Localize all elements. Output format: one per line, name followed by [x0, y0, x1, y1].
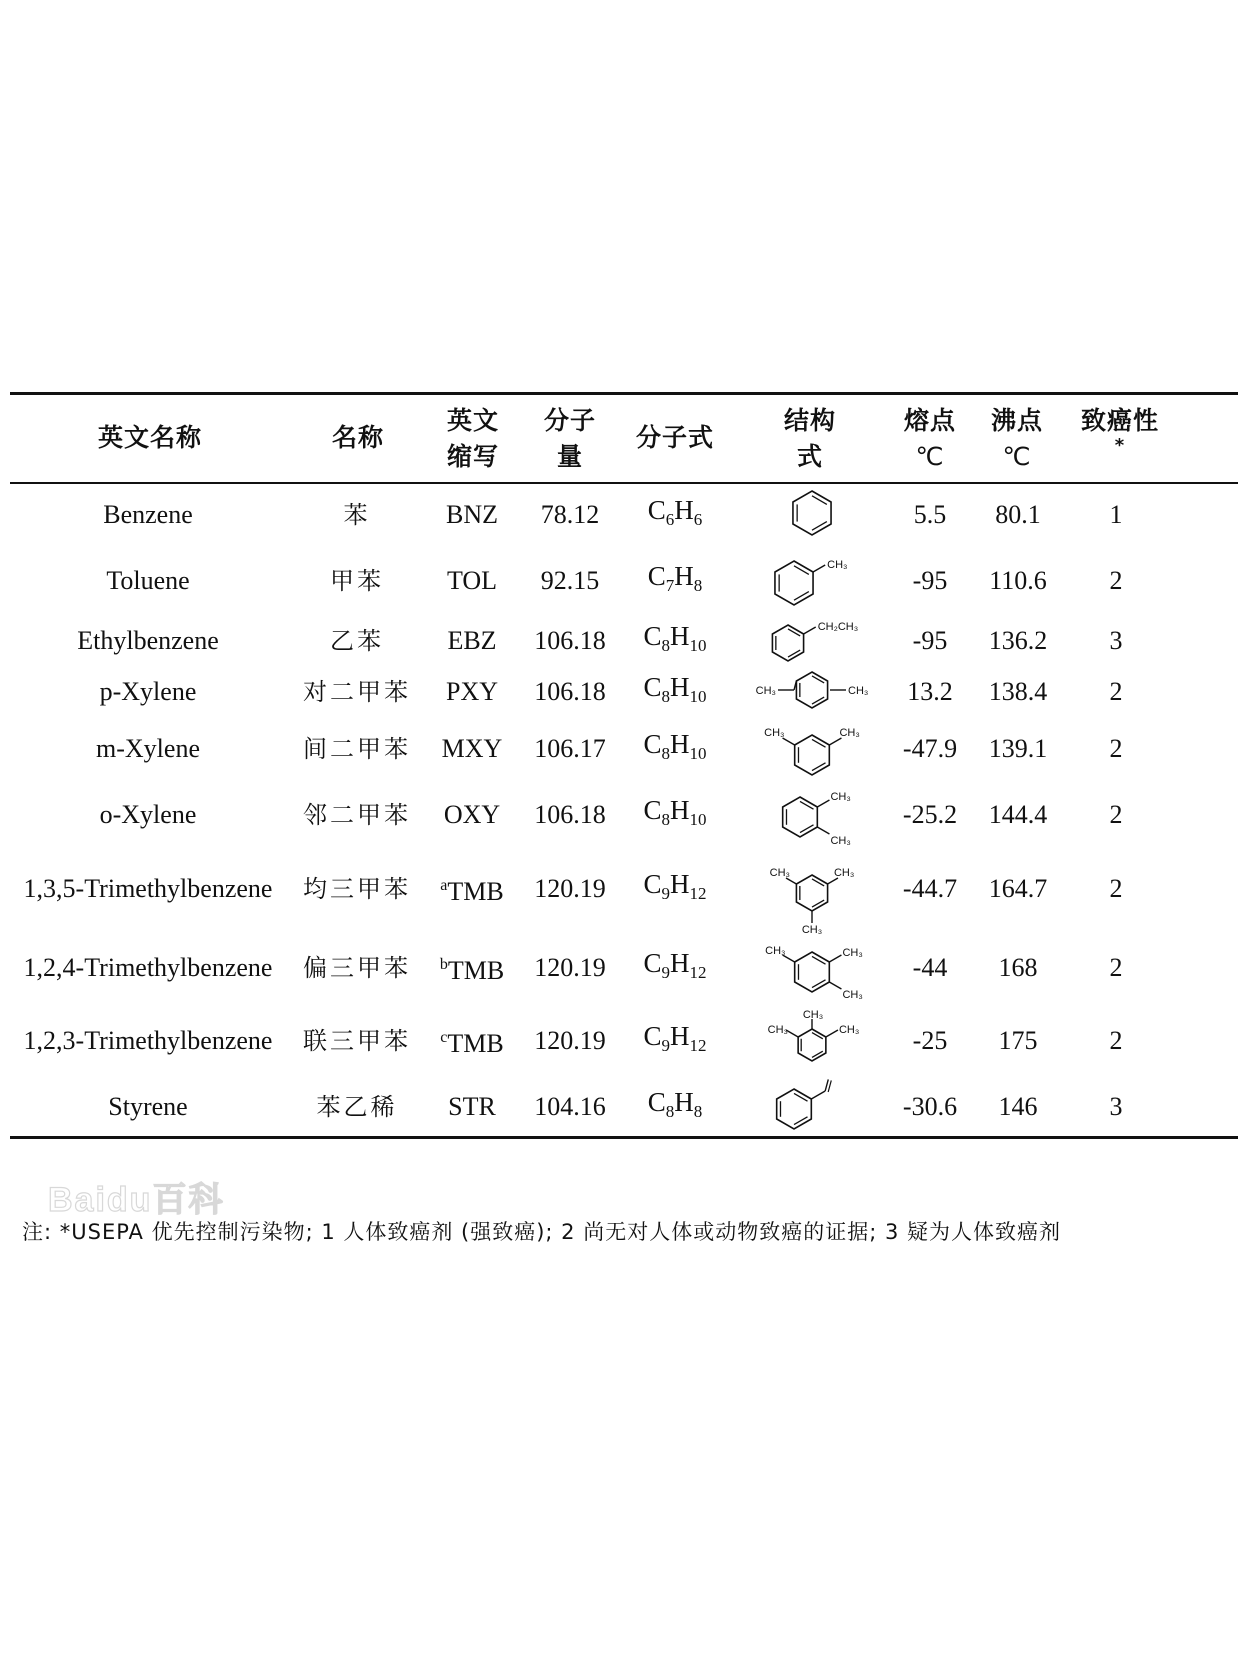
- abbr-cell: [440, 950, 504, 986]
- bp-cell: 139.1: [988, 734, 1048, 763]
- abbr-superscript: a: [440, 877, 448, 895]
- mp-cell: -47.9: [902, 734, 958, 763]
- mp-cell: 13.2: [907, 677, 953, 706]
- bp-cell: 80.1: [995, 500, 1041, 529]
- header-carc-line2: *: [1114, 435, 1126, 456]
- formula-subscript: 10: [689, 636, 707, 656]
- abbr-cell: [448, 1092, 496, 1122]
- formula-element: H: [670, 947, 690, 978]
- formula-subscript: 8: [665, 1102, 675, 1122]
- formula-subscript: 10: [689, 810, 707, 830]
- formula-element: H: [674, 1086, 694, 1117]
- styrene-structure-icon: [752, 1075, 872, 1139]
- formula-element: C: [643, 794, 662, 825]
- o-xylene-structure-icon: [752, 783, 872, 847]
- header-abbr-line2: 缩写: [446, 442, 499, 471]
- svg-text:CH₃: CH₃: [827, 559, 848, 571]
- chinese-cell: 对二甲苯: [303, 678, 411, 706]
- svg-text:CH₃: CH₃: [767, 1024, 789, 1036]
- table-header-rule: [10, 482, 1238, 484]
- svg-text:CH₃: CH₃: [842, 989, 863, 1001]
- formula-subscript: 9: [661, 884, 671, 904]
- formula-element: C: [647, 494, 666, 525]
- bp-cell: 146: [998, 1092, 1038, 1121]
- 135-trimethylbenzene-structure-icon: [752, 857, 872, 936]
- bp-cell: 164.7: [988, 874, 1048, 903]
- svg-text:CH₃: CH₃: [765, 945, 786, 957]
- english-cell: Toluene: [106, 566, 190, 595]
- formula-element: C: [643, 728, 662, 759]
- formula-element: H: [674, 494, 694, 525]
- english-cell: 1,2,3-Trimethylbenzene: [23, 1026, 273, 1055]
- mw-cell: 78.12: [540, 500, 600, 529]
- english-cell: Styrene: [108, 1092, 188, 1121]
- bp-cell: 144.4: [988, 800, 1048, 829]
- mw-cell: 106.17: [534, 734, 606, 763]
- abbr-cell: [442, 734, 503, 764]
- chinese-cell: 联三甲苯: [303, 1027, 411, 1055]
- carc-cell: 1: [1109, 500, 1123, 529]
- abbr-superscript: b: [439, 956, 448, 974]
- abbr-cell: [446, 677, 498, 707]
- footnote: 注: *USEPA 优先控制污染物; 1 人体致癌剂 (强致癌); 2 尚无对人体或动物致癌的证据; 3 疑为人体致癌剂: [22, 1220, 1061, 1244]
- chinese-cell: 间二甲苯: [303, 735, 411, 763]
- english-cell: o-Xylene: [99, 800, 197, 829]
- header-formula: 分子式: [635, 423, 714, 452]
- formula-cell: [648, 1087, 703, 1127]
- formula-element: H: [670, 794, 690, 825]
- bp-cell: 110.6: [989, 566, 1047, 595]
- abbr-text: BNZ: [446, 500, 498, 529]
- svg-text:CH₂CH₃: CH₂CH₃: [817, 621, 859, 633]
- header-english-name: 英文名称: [97, 423, 202, 452]
- mp-cell: -95: [912, 626, 948, 655]
- chinese-cell: 偏三甲苯: [303, 954, 411, 982]
- svg-text:CH₃: CH₃: [830, 835, 851, 847]
- english-cell: m-Xylene: [96, 734, 200, 763]
- mp-cell: 5.5: [913, 500, 947, 529]
- svg-text:CH₃: CH₃: [848, 685, 869, 697]
- header-mw-line1: 分子: [543, 406, 596, 435]
- formula-subscript: 7: [665, 576, 675, 596]
- formula-subscript: 8: [661, 744, 671, 764]
- benzene-structure-icon: [752, 483, 872, 547]
- chinese-cell: 苯: [343, 501, 371, 529]
- chinese-cell: 乙苯: [330, 627, 384, 655]
- formula-element: C: [643, 1020, 662, 1051]
- formula-element: H: [670, 728, 690, 759]
- header-abbr-line1: 英文: [446, 406, 499, 435]
- mw-cell: 120.19: [534, 953, 606, 982]
- carc-cell: 2: [1109, 953, 1123, 982]
- formula-cell: [643, 621, 706, 661]
- english-cell: 1,3,5-Trimethylbenzene: [23, 874, 273, 903]
- carc-cell: 2: [1109, 677, 1123, 706]
- bp-cell: 138.4: [988, 677, 1048, 706]
- english-cell: Benzene: [103, 500, 193, 529]
- chinese-cell: 甲苯: [330, 567, 384, 595]
- formula-subscript: 8: [661, 687, 671, 707]
- svg-text:CH₃: CH₃: [801, 924, 823, 936]
- header-structure: [770, 403, 850, 475]
- mw-cell: 92.15: [540, 566, 600, 595]
- table-top-rule: [10, 392, 1238, 395]
- formula-cell: [643, 795, 706, 835]
- bp-cell: 175: [998, 1026, 1038, 1055]
- formula-subscript: 8: [693, 1102, 703, 1122]
- svg-text:CH₃: CH₃: [830, 791, 851, 803]
- abbr-cell: [447, 566, 497, 596]
- formula-cell: [643, 729, 706, 769]
- abbr-cell: [446, 500, 498, 530]
- formula-subscript: 6: [665, 510, 675, 530]
- 124-trimethylbenzene-structure-icon: [752, 936, 872, 1000]
- formula-subscript: 10: [689, 687, 707, 707]
- formula-subscript: 8: [693, 576, 703, 596]
- mw-cell: 106.18: [534, 677, 606, 706]
- header-bp-line1: 沸点: [990, 406, 1043, 435]
- abbr-text: TOL: [446, 566, 498, 595]
- formula-element: H: [670, 620, 690, 651]
- carc-cell: 2: [1109, 566, 1123, 595]
- mp-cell: -25: [912, 1026, 948, 1055]
- carc-cell: 3: [1109, 626, 1123, 655]
- formula-element: H: [670, 868, 690, 899]
- formula-subscript: 6: [693, 510, 703, 530]
- formula-subscript: 9: [661, 963, 671, 983]
- svg-text:CH₃: CH₃: [839, 727, 860, 739]
- formula-cell: [648, 495, 703, 535]
- mp-cell: -95: [912, 566, 948, 595]
- svg-text:CH₃: CH₃: [769, 867, 791, 879]
- bp-cell: 168: [998, 953, 1038, 982]
- carc-cell: 2: [1109, 874, 1123, 903]
- header-carcinogenicity: [1060, 403, 1180, 456]
- abbr-cell: [447, 626, 496, 656]
- toluene-structure-icon: [752, 549, 872, 613]
- svg-text:CH₃: CH₃: [842, 947, 863, 959]
- formula-subscript: 12: [689, 963, 707, 983]
- mw-cell: 106.18: [534, 800, 606, 829]
- abbr-cell: [440, 1023, 503, 1059]
- svg-text:CH₃: CH₃: [802, 1009, 824, 1021]
- header-abbr: [433, 403, 513, 475]
- chinese-cell: 邻二甲苯: [303, 801, 411, 829]
- formula-subscript: 12: [689, 884, 707, 904]
- header-carc-line1: 致癌性: [1080, 406, 1159, 435]
- p-xylene-structure-icon: [752, 660, 872, 724]
- mp-cell: -30.6: [902, 1092, 958, 1121]
- abbr-text: OXY: [443, 800, 501, 829]
- abbr-text: STR: [448, 1092, 496, 1121]
- carc-cell: 2: [1109, 800, 1123, 829]
- english-cell: 1,2,4-Trimethylbenzene: [23, 953, 273, 982]
- formula-cell: [643, 672, 706, 712]
- carc-cell: 2: [1109, 1026, 1123, 1055]
- mw-cell: 120.19: [534, 874, 606, 903]
- mp-cell: -25.2: [902, 800, 958, 829]
- formula-element: H: [674, 560, 694, 591]
- mp-cell: -44: [912, 953, 948, 982]
- svg-text:CH₃: CH₃: [755, 685, 776, 697]
- abbr-cell: [444, 800, 500, 830]
- formula-subscript: 12: [689, 1036, 707, 1056]
- abbr-text: TMB: [447, 955, 505, 985]
- header-chinese-name: 名称: [331, 423, 384, 452]
- formula-cell: [643, 869, 706, 909]
- chinese-cell: 苯乙稀: [316, 1093, 398, 1121]
- svg-text:CH₃: CH₃: [833, 867, 855, 879]
- english-cell: p-Xylene: [99, 677, 197, 706]
- mp-cell: -44.7: [902, 874, 958, 903]
- abbr-text: MXY: [441, 734, 503, 763]
- header-mp-line2: ℃: [915, 442, 945, 471]
- svg-text:CH₃: CH₃: [764, 727, 785, 739]
- abbr-text: PXY: [445, 677, 499, 706]
- formula-cell: [648, 561, 703, 601]
- m-xylene-structure-icon: [752, 717, 872, 781]
- carc-cell: 3: [1109, 1092, 1123, 1121]
- svg-text:CH₃: CH₃: [838, 1024, 860, 1036]
- mw-cell: 104.16: [534, 1092, 606, 1121]
- table-bottom-rule: [10, 1136, 1238, 1139]
- abbr-text: EBZ: [447, 626, 497, 655]
- formula-subscript: 8: [661, 636, 671, 656]
- header-mw-line2: 量: [556, 442, 583, 471]
- formula-element: C: [643, 868, 662, 899]
- formula-subscript: 9: [661, 1036, 671, 1056]
- formula-subscript: 8: [661, 810, 671, 830]
- formula-element: C: [643, 671, 662, 702]
- header-bp: [977, 403, 1057, 475]
- formula-subscript: 10: [689, 744, 707, 764]
- header-mp: [890, 403, 970, 475]
- header-bp-line2: ℃: [1002, 442, 1032, 471]
- formula-cell: [643, 948, 706, 988]
- header-structure-line2: 式: [796, 442, 823, 471]
- formula-element: C: [647, 1086, 666, 1117]
- bp-cell: 136.2: [988, 626, 1048, 655]
- abbr-text: TMB: [447, 1028, 504, 1058]
- mw-cell: 120.19: [534, 1026, 606, 1055]
- carc-cell: 2: [1109, 734, 1123, 763]
- mw-cell: 106.18: [534, 626, 606, 655]
- abbr-cell: [440, 871, 503, 907]
- header-mp-line1: 熔点: [903, 406, 956, 435]
- english-cell: Ethylbenzene: [77, 626, 219, 655]
- header-structure-line1: 结构: [783, 406, 836, 435]
- formula-element: C: [647, 560, 666, 591]
- 123-trimethylbenzene-structure-icon: [752, 1009, 872, 1073]
- formula-element: H: [670, 671, 690, 702]
- chinese-cell: 均三甲苯: [303, 875, 411, 903]
- formula-element: C: [643, 620, 662, 651]
- abbr-superscript: c: [440, 1029, 448, 1047]
- formula-element: C: [643, 947, 662, 978]
- watermark-logo: Baidu百科: [48, 1181, 225, 1219]
- header-mw: [530, 403, 610, 475]
- abbr-text: TMB: [447, 876, 504, 906]
- formula-cell: [643, 1021, 706, 1061]
- formula-element: H: [670, 1020, 690, 1051]
